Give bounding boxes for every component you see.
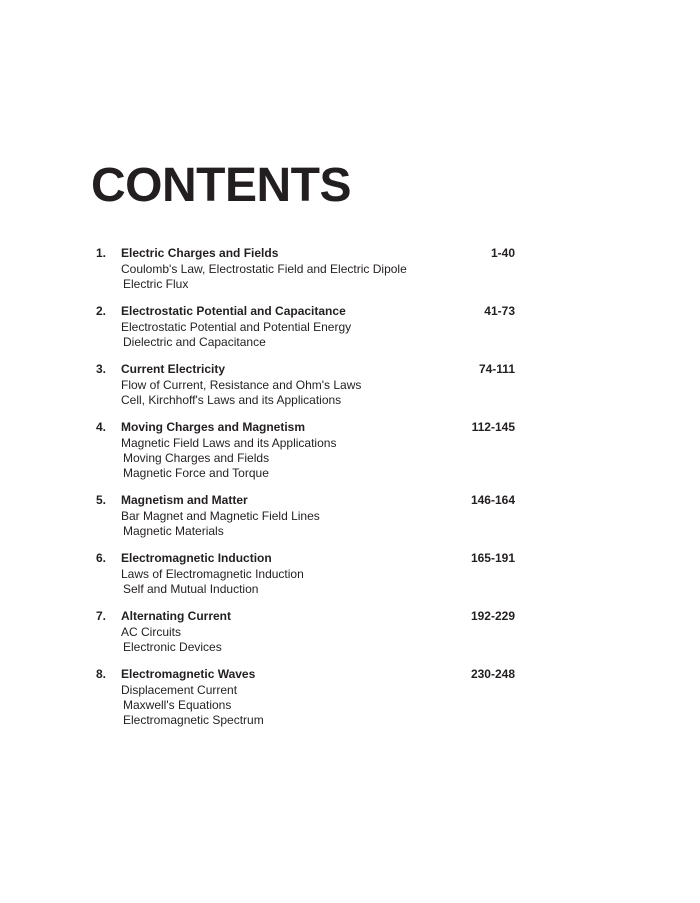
chapter-page-range: 192-229 — [470, 609, 515, 623]
chapter-title: Electromagnetic Induction — [121, 551, 272, 565]
topic-list — [121, 436, 516, 481]
chapter-number: 5. — [95, 493, 106, 507]
toc-entry-heading[interactable] — [90, 550, 516, 567]
chapter-title: Moving Charges and Magnetism — [121, 420, 306, 434]
toc-entry-heading[interactable] — [90, 361, 516, 378]
chapter-title: Alternating Current — [121, 609, 232, 623]
toc-entry-6 — [90, 550, 516, 597]
chapter-page-range: 74-111 — [478, 362, 515, 376]
chapter-page-range: 41-73 — [484, 304, 515, 318]
toc-entry-4 — [90, 419, 516, 481]
chapter-page-range: 230-248 — [470, 667, 515, 681]
chapter-number: 6. — [95, 551, 106, 565]
topic-item: Moving Charges and Fields — [123, 451, 270, 465]
topic-item: Laws of Electromagnetic Induction — [121, 567, 304, 581]
topic-item: Electromagnetic Spectrum — [123, 713, 264, 727]
toc-entry-5 — [90, 492, 516, 539]
topic-item: Maxwell's Equations — [123, 698, 232, 712]
chapter-page-range: 1-40 — [490, 246, 515, 260]
chapter-title: Electromagnetic Waves — [121, 667, 256, 681]
toc-entry-heading[interactable] — [90, 608, 516, 625]
toc-entry-3 — [90, 361, 516, 408]
topic-item: Self and Mutual Induction — [123, 582, 259, 596]
topic-list — [121, 683, 516, 728]
topic-item: AC Circuits — [121, 625, 182, 639]
chapter-title: Electric Charges and Fields — [121, 246, 279, 260]
chapter-title: Current Electricity — [121, 362, 226, 376]
topic-item: Dielectric and Capacitance — [123, 335, 266, 349]
topic-item: Bar Magnet and Magnetic Field Lines — [121, 509, 320, 523]
topic-list — [121, 262, 516, 292]
toc-entry-heading[interactable] — [90, 492, 516, 509]
chapter-title: Magnetism and Matter — [121, 493, 248, 507]
topic-item: Flow of Current, Resistance and Ohm's Laws — [121, 378, 362, 392]
toc-entry-heading[interactable] — [90, 303, 516, 320]
toc-entry-heading[interactable] — [90, 419, 516, 436]
topic-list — [121, 509, 516, 539]
chapter-number: 1. — [95, 246, 106, 260]
chapter-page-range: 165-191 — [470, 551, 515, 565]
topic-list — [121, 378, 516, 408]
chapter-number: 2. — [95, 304, 106, 318]
topic-item: Magnetic Materials — [123, 524, 224, 538]
topic-item: Displacement Current — [121, 683, 238, 697]
toc-entry-1 — [90, 245, 516, 292]
topic-list — [121, 320, 516, 350]
page-title: CONTENTS — [91, 159, 351, 212]
chapter-page-range: 146-164 — [470, 493, 515, 507]
topic-item: Magnetic Field Laws and its Applications — [121, 436, 337, 450]
chapter-number: 3. — [95, 362, 106, 376]
topic-list — [121, 625, 516, 655]
topic-item: Electrostatic Potential and Potential Energy — [121, 320, 352, 334]
toc-entry-8 — [90, 666, 516, 728]
toc-entry-2 — [90, 303, 516, 350]
chapter-number: 7. — [95, 609, 106, 623]
table-of-contents — [90, 245, 516, 739]
topic-item: Magnetic Force and Torque — [123, 466, 269, 480]
chapter-title: Electrostatic Potential and Capacitance — [121, 304, 346, 318]
chapter-number: 4. — [95, 420, 106, 434]
toc-entry-heading[interactable] — [90, 666, 516, 683]
toc-entry-7 — [90, 608, 516, 655]
topic-item: Electric Flux — [123, 277, 189, 291]
chapter-page-range: 112-145 — [471, 420, 515, 434]
topic-item: Electronic Devices — [123, 640, 222, 654]
topic-item: Coulomb's Law, Electrostatic Field and Electric Dipole — [121, 262, 407, 276]
topic-item: Cell, Kirchhoff's Laws and its Applications — [121, 393, 342, 407]
chapter-number: 8. — [95, 667, 106, 681]
topic-list — [121, 567, 516, 597]
toc-entry-heading[interactable] — [90, 245, 516, 262]
